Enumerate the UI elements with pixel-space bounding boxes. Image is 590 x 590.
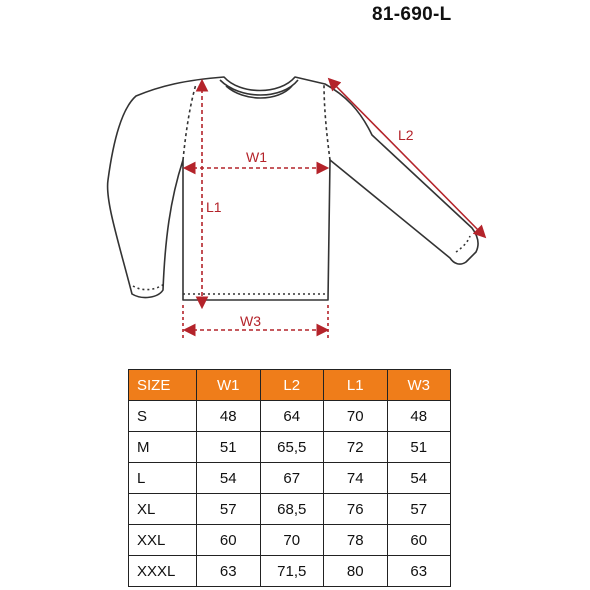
header-l1: L1 [324, 370, 388, 401]
value-cell: 48 [197, 401, 261, 432]
value-cell: 74 [324, 463, 388, 494]
l2-line [330, 80, 484, 236]
value-cell: 54 [387, 463, 451, 494]
size-cell: XL [129, 494, 197, 525]
size-cell: XXL [129, 525, 197, 556]
shirt-collar [220, 80, 298, 95]
right-armhole [324, 84, 330, 160]
size-cell: XXXL [129, 556, 197, 587]
table-row [129, 401, 451, 432]
right-cuff [456, 236, 470, 252]
value-cell: 57 [387, 494, 451, 525]
table-row [129, 525, 451, 556]
value-cell: 64 [260, 401, 324, 432]
header-l2: L2 [260, 370, 324, 401]
value-cell: 78 [324, 525, 388, 556]
value-cell: 48 [387, 401, 451, 432]
shirt-outline [108, 77, 479, 300]
l2-label: L2 [398, 127, 414, 143]
value-cell: 63 [197, 556, 261, 587]
value-cell: 71,5 [260, 556, 324, 587]
value-cell: 72 [324, 432, 388, 463]
value-cell: 67 [260, 463, 324, 494]
table-row [129, 494, 451, 525]
shirt-body [108, 77, 479, 300]
value-cell: 57 [197, 494, 261, 525]
size-cell: L [129, 463, 197, 494]
left-cuff [133, 284, 164, 290]
size-cell: M [129, 432, 197, 463]
value-cell: 76 [324, 494, 388, 525]
value-cell: 60 [387, 525, 451, 556]
w1-label: W1 [246, 149, 267, 165]
product-code: 81-690-L [372, 4, 452, 25]
size-cell: S [129, 401, 197, 432]
table-row [129, 432, 451, 463]
value-cell: 54 [197, 463, 261, 494]
table-row [129, 463, 451, 494]
header-size: SIZE [129, 370, 197, 401]
value-cell: 68,5 [260, 494, 324, 525]
value-cell: 65,5 [260, 432, 324, 463]
value-cell: 60 [197, 525, 261, 556]
value-cell: 63 [387, 556, 451, 587]
value-cell: 51 [197, 432, 261, 463]
table-row [129, 556, 451, 587]
size-table [128, 369, 451, 587]
value-cell: 51 [387, 432, 451, 463]
header-w1: W1 [197, 370, 261, 401]
value-cell: 80 [324, 556, 388, 587]
table-header-row [129, 370, 451, 401]
l1-label: L1 [206, 199, 222, 215]
w3-label: W3 [240, 313, 261, 329]
value-cell: 70 [260, 525, 324, 556]
header-w3: W3 [387, 370, 451, 401]
left-armhole [183, 84, 196, 160]
value-cell: 70 [324, 401, 388, 432]
